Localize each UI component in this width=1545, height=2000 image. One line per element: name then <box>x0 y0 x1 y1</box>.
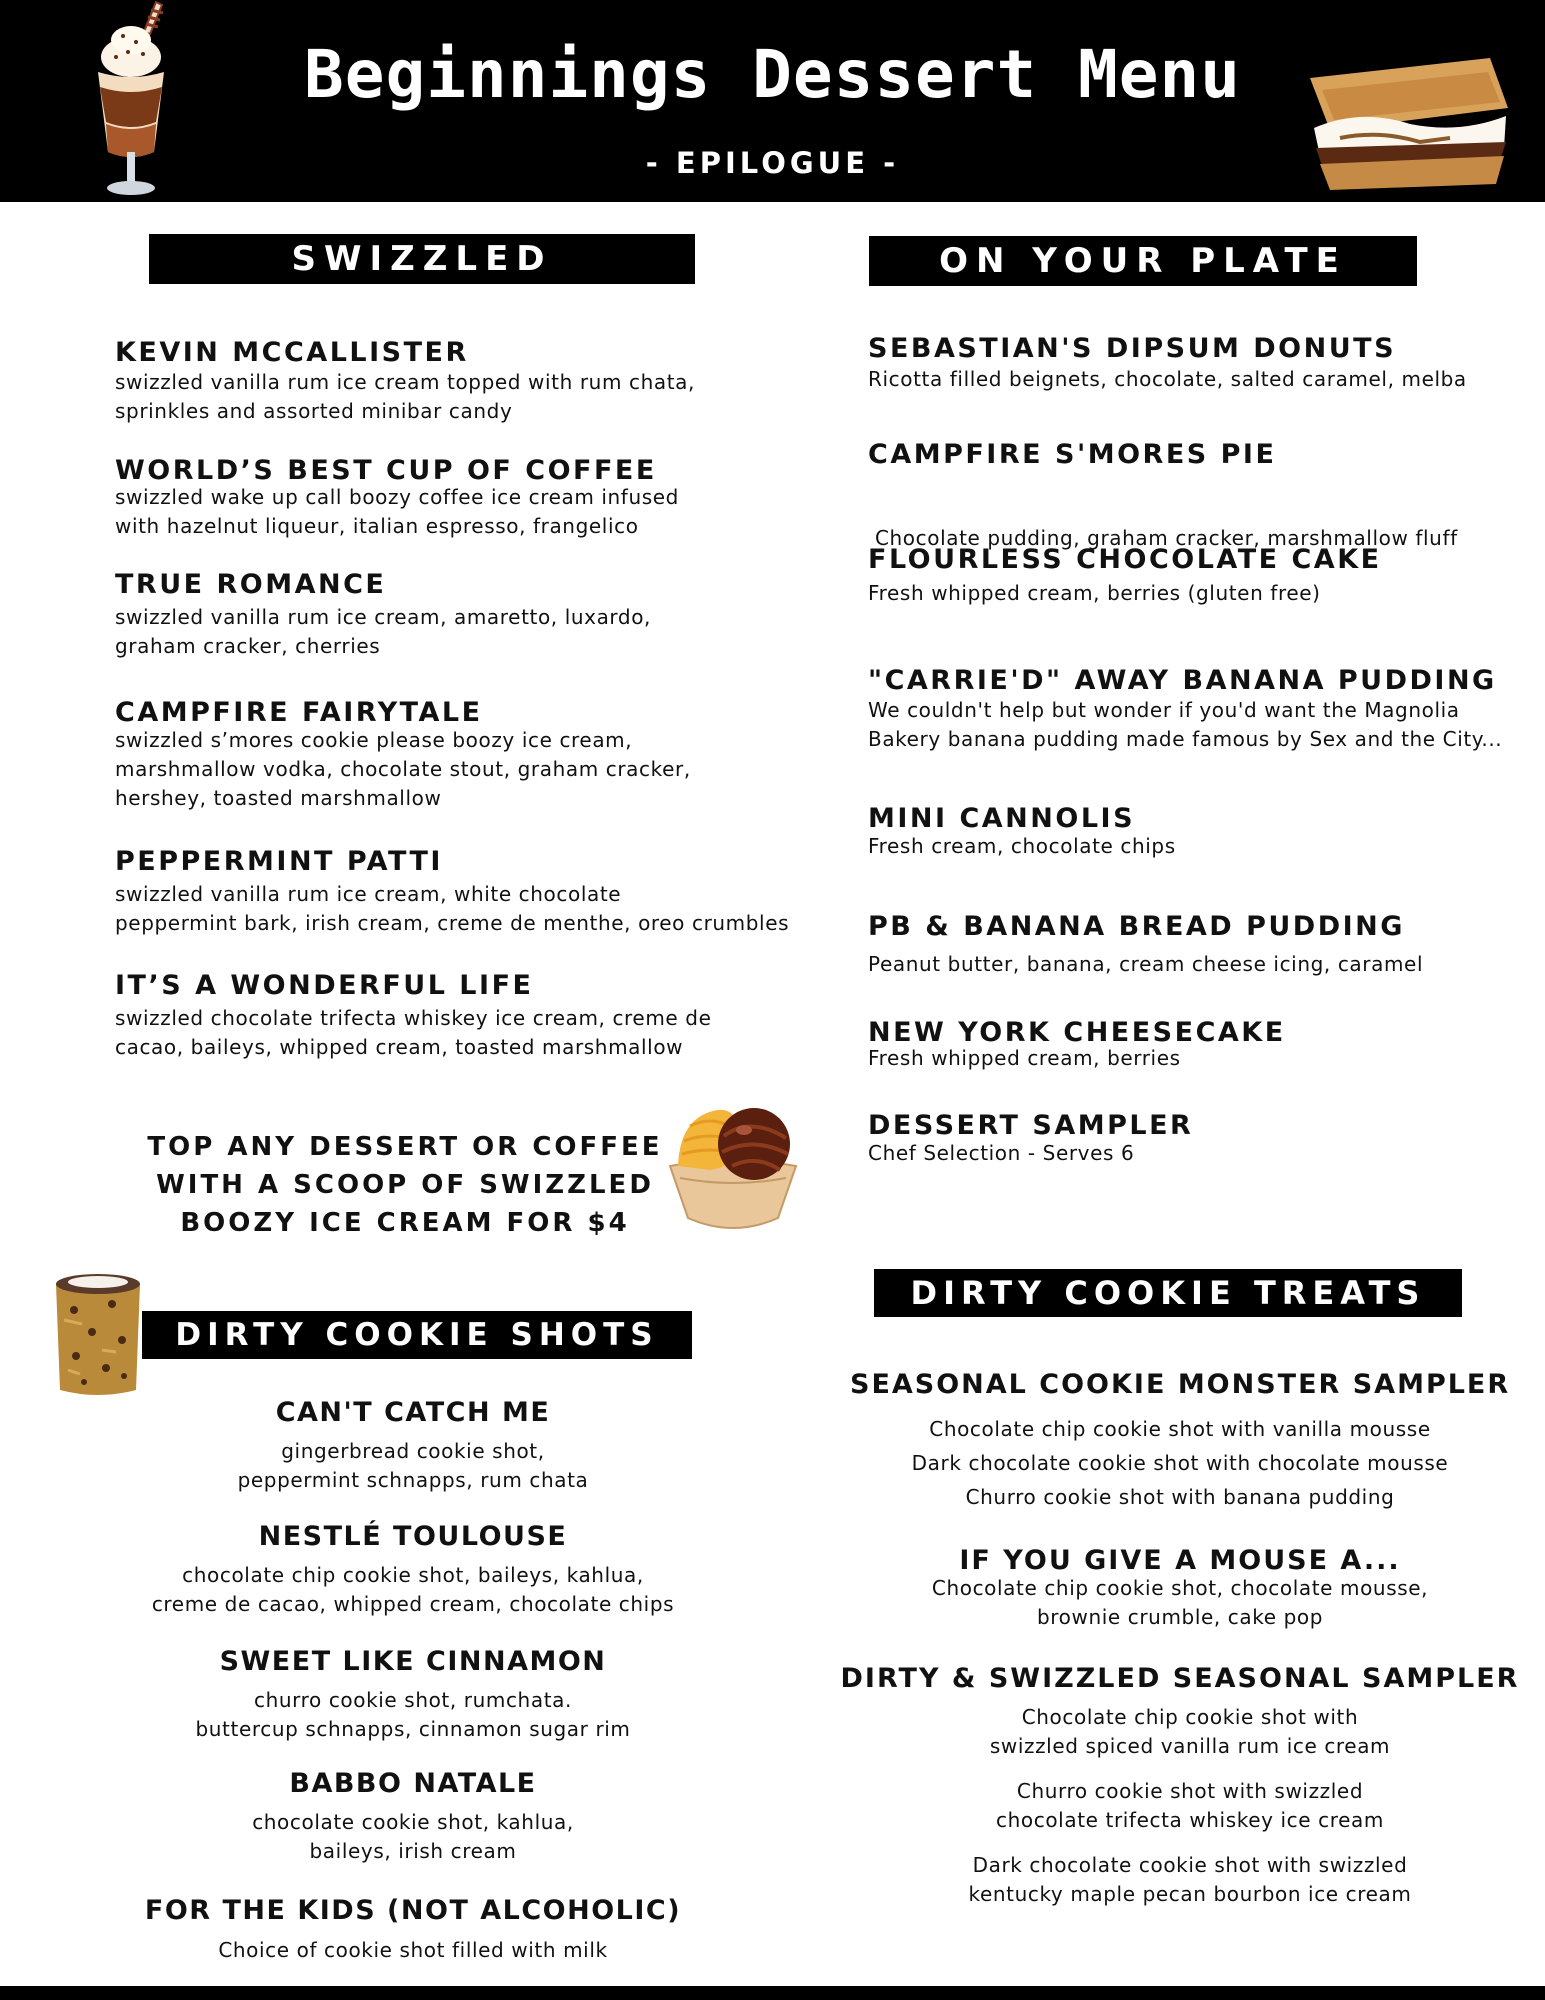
treat-item-desc: Chocolate chip cookie shot with swizzled spiced vanilla rum ice cream Churro cookie shot with swizzled chocolate trifecta whiskey ice cream Dark chocolate cookie shot with swizzled kentucky maple pecan bourbon ice cream <box>968 1705 1412 1906</box>
swizzled-item-desc: swizzled vanilla rum ice cream, amaretto, luxardo, graham cracker, cherries <box>115 605 651 658</box>
swizzled-item-title: CAMPFIRE FAIRYTALE <box>115 697 483 728</box>
treat-item-desc: Chocolate chip cookie shot, chocolate mousse, brownie crumble, cake pop <box>931 1576 1429 1629</box>
shot-item-desc: gingerbread cookie shot, peppermint schnapps, rum chata <box>237 1439 589 1492</box>
milkshake-icon <box>88 2 174 202</box>
swizzled-item-desc: swizzled chocolate trifecta whiskey ice cream, creme de cacao, baileys, whipped cream, toasted marshmallow <box>115 1006 712 1059</box>
plate-item-desc: We couldn't help but wonder if you'd want the Magnolia Bakery banana pudding made famous by Sex and the City... <box>868 698 1503 751</box>
swizzled-item-title: PEPPERMINT PATTI <box>115 846 443 877</box>
plate-item-desc: Fresh cream, chocolate chips <box>868 834 1176 858</box>
shot-item-desc: Choice of cookie shot filled with milk <box>218 1938 608 1962</box>
swizzled-item-desc: swizzled s’mores cookie please boozy ice cream, marshmallow vodka, chocolate stout, graham cracker, hershey, toasted marshmallow <box>115 728 691 810</box>
dirty-cookie-shots-heading: DIRTY COOKIE SHOTS <box>142 1311 692 1359</box>
swizzled-item-desc: swizzled vanilla rum ice cream, white chocolate peppermint bark, irish cream, creme de menthe, oreo crumbles <box>115 882 790 935</box>
ice-cream-bowl-icon <box>660 1096 806 1238</box>
plate-item-desc: Chocolate pudding, graham cracker, marshmallow fluff <box>868 526 1458 550</box>
swizzled-item-title: IT’S A WONDERFUL LIFE <box>115 970 534 1001</box>
plate-item-title: PB & BANANA BREAD PUDDING <box>868 911 1405 942</box>
treat-item-desc: Chocolate chip cookie shot with vanilla mousse Dark chocolate cookie shot with chocolate mousse Churro cookie shot with banana pudding <box>911 1417 1449 1509</box>
treat-item-title: SEASONAL COOKIE MONSTER SAMPLER <box>850 1369 1511 1400</box>
cookie-shot-icon <box>52 1270 144 1400</box>
swizzled-item-desc: swizzled wake up call boozy coffee ice cream infused with hazelnut liqueur, italian espresso, frangelico <box>115 485 679 538</box>
swizzled-item-title: WORLD’S BEST CUP OF COFFEE <box>115 455 657 486</box>
bottom-border <box>0 1986 1545 2000</box>
plate-item-desc: Fresh whipped cream, berries (gluten free) <box>868 581 1321 605</box>
shot-item-desc: churro cookie shot, rumchata. buttercup schnapps, cinnamon sugar rim <box>195 1688 631 1741</box>
plate-item-title: DESSERT SAMPLER <box>868 1110 1194 1141</box>
ice-cream-promo: TOP ANY DESSERT OR COFFEE WITH A SCOOP OF SWIZZLED BOOZY ICE CREAM FOR $4 <box>147 1132 663 1238</box>
shot-item-title: SWEET LIKE CINNAMON <box>219 1646 607 1677</box>
dirty-cookie-treats-heading: DIRTY COOKIE TREATS <box>874 1269 1462 1317</box>
on-your-plate-heading: ON YOUR PLATE <box>869 236 1417 286</box>
plate-item-desc: Chef Selection - Serves 6 <box>868 1141 1135 1165</box>
plate-item-desc: Fresh whipped cream, berries <box>868 1046 1181 1070</box>
swizzled-heading: SWIZZLED <box>149 234 695 284</box>
shot-item-title: BABBO NATALE <box>289 1768 537 1799</box>
shot-item-desc: chocolate chip cookie shot, baileys, kahlua, creme de cacao, whipped cream, chocolate chips <box>151 1563 675 1616</box>
plate-item-title: FLOURLESS CHOCOLATE CAKE <box>868 544 1382 575</box>
smores-icon <box>1300 38 1514 194</box>
plate-item-title: "CARRIE'D" AWAY BANANA PUDDING <box>868 665 1497 696</box>
shot-item-desc: chocolate cookie shot, kahlua, baileys, irish cream <box>252 1810 574 1863</box>
swizzled-item-desc: swizzled vanilla rum ice cream topped with rum chata, sprinkles and assorted minibar candy <box>115 370 695 423</box>
shot-item-title: FOR THE KIDS (NOT ALCOHOLIC) <box>144 1895 682 1926</box>
plate-item-desc: Peanut butter, banana, cream cheese icing, caramel <box>868 952 1424 976</box>
plate-item-title: NEW YORK CHEESECAKE <box>868 1017 1286 1048</box>
shot-item-title: NESTLÉ TOULOUSE <box>258 1521 568 1552</box>
plate-item-title: SEBASTIAN'S DIPSUM DONUTS <box>868 333 1397 364</box>
treat-item-title: IF YOU GIVE A MOUSE A... <box>959 1545 1401 1576</box>
plate-item-title: CAMPFIRE S'MORES PIE <box>868 439 1277 470</box>
plate-item-title: MINI CANNOLIS <box>868 803 1136 834</box>
shot-item-title: CAN'T CATCH ME <box>275 1397 551 1428</box>
menu-subtitle: - EPILOGUE - <box>645 146 900 180</box>
swizzled-item-title: KEVIN MCCALLISTER <box>115 337 469 368</box>
plate-item-desc: Ricotta filled beignets, chocolate, salted caramel, melba <box>868 367 1467 391</box>
menu-title: Beginnings Dessert Menu <box>304 36 1241 113</box>
swizzled-item-title: TRUE ROMANCE <box>115 569 387 600</box>
header-banner <box>0 0 1545 202</box>
treat-item-title: DIRTY & SWIZZLED SEASONAL SAMPLER <box>840 1663 1520 1694</box>
